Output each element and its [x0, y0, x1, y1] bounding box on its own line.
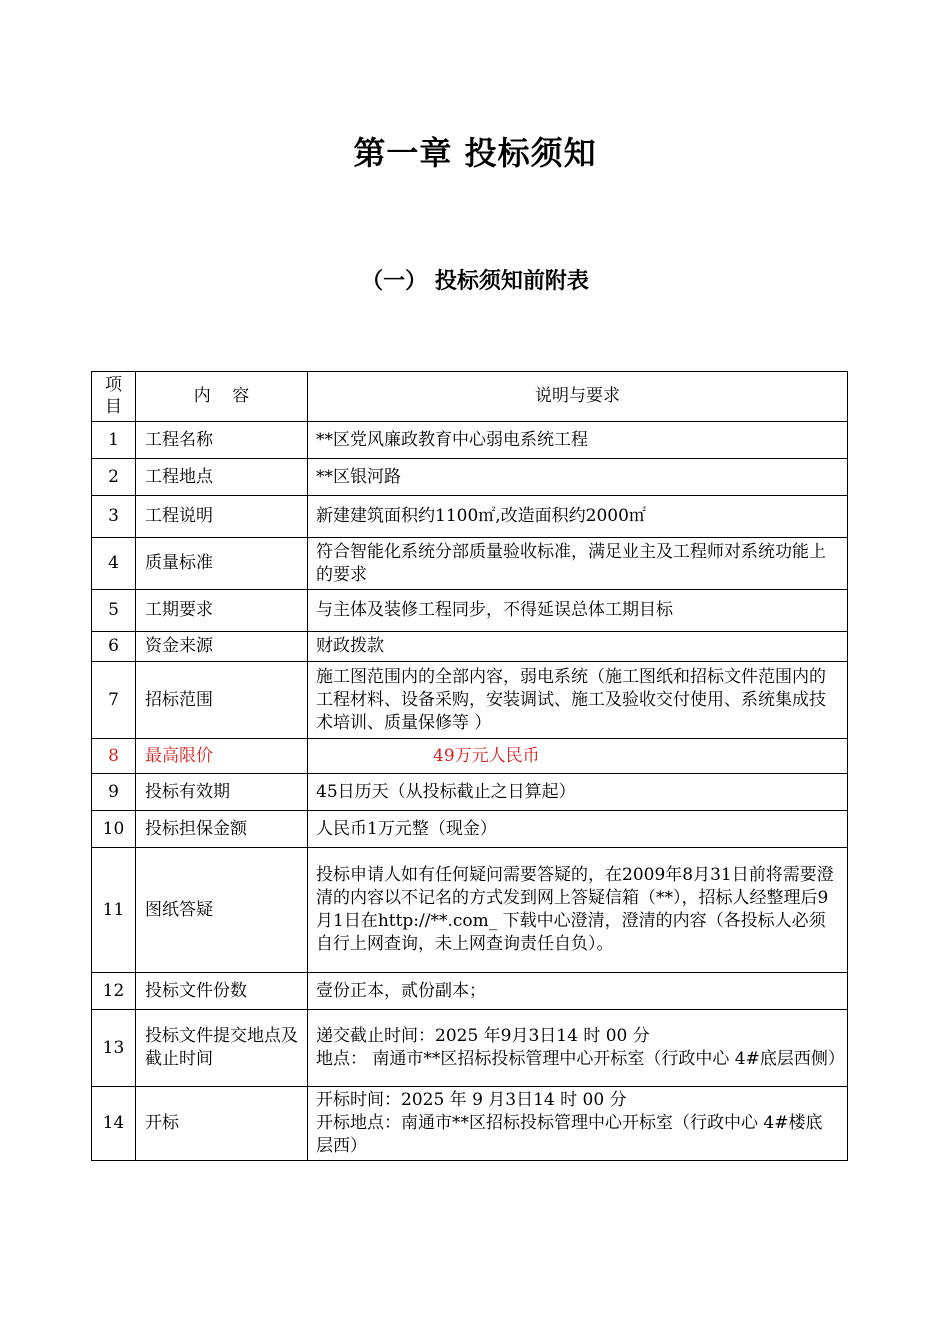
- table-row: [92, 1010, 848, 1087]
- row-desc: 投标申请人如有任何疑问需要答疑的，在2009年8月31日前将需要澄清的内容以不记名的方式发到网上答疑信箱（**），招标人经整理后9月1日在http://**.com_ 下载中心澄清，澄清的内容（各投标人必须自行上网查询，未上网查询责任自负）。: [308, 848, 848, 973]
- table-row: [92, 774, 848, 811]
- row-number: 2: [92, 459, 136, 496]
- row-desc: [308, 1010, 848, 1087]
- row-number: 11: [92, 848, 136, 973]
- header-item: 内 容: [136, 372, 308, 422]
- row-number: 8: [92, 739, 136, 774]
- table-row: [92, 973, 848, 1010]
- row-item: 工程说明: [136, 496, 308, 538]
- table-header-row: [92, 372, 848, 422]
- row-desc: 新建建筑面积约1100㎡,改造面积约2000㎡: [308, 496, 848, 538]
- table-row: [92, 848, 848, 973]
- bid-info-table: [91, 371, 848, 1161]
- chapter-title: 第一章 投标须知: [353, 134, 597, 172]
- row-item: 投标文件提交地点及截止时间: [136, 1010, 308, 1087]
- row-number: 3: [92, 496, 136, 538]
- table-row: [92, 632, 848, 662]
- table-row: [92, 811, 848, 848]
- row-item: 工程名称: [136, 422, 308, 459]
- row-item: 开标: [136, 1087, 308, 1161]
- table-row: [92, 662, 848, 739]
- row-number: 7: [92, 662, 136, 739]
- header-desc: 说明与要求: [308, 372, 848, 422]
- row-desc: 人民币1万元整（现金）: [308, 811, 848, 848]
- row-desc: 符合智能化系统分部质量验收标准，满足业主及工程师对系统功能上的要求: [308, 538, 848, 590]
- row-desc: **区党风廉政教育中心弱电系统工程: [308, 422, 848, 459]
- row-number: 10: [92, 811, 136, 848]
- table-row: [92, 538, 848, 590]
- row-number: 4: [92, 538, 136, 590]
- opening-time: 开标时间：2025 年 9 月3日14 时 00 分: [316, 1090, 627, 1110]
- row-number: 12: [92, 973, 136, 1010]
- table-row: [92, 422, 848, 459]
- row-desc: **区银河路: [308, 459, 848, 496]
- table-row: [92, 459, 848, 496]
- table-row-highlight: [92, 739, 848, 774]
- row-item: 投标担保金额: [136, 811, 308, 848]
- row-item: 图纸答疑: [136, 848, 308, 973]
- row-item: 投标文件份数: [136, 973, 308, 1010]
- row-item: 工程地点: [136, 459, 308, 496]
- table-row: [92, 1087, 848, 1161]
- deadline-time: 递交截止时间：2025 年9月3日14 时 00 分: [316, 1026, 650, 1046]
- row-desc: 与主体及装修工程同步，不得延误总体工期目标: [308, 590, 848, 632]
- row-desc: 施工图范围内的全部内容，弱电系统（施工图纸和招标文件范围内的工程材料、设备采购，安装调试、施工及验收交付使用、系统集成技术培训、质量保修等 ）: [308, 662, 848, 739]
- opening-location: 开标地点：南通市**区招标投标管理中心开标室（行政中心 4#楼底层西）: [316, 1113, 823, 1156]
- table-row: [92, 590, 848, 632]
- row-desc: 49万元人民币: [308, 739, 848, 774]
- row-desc: 壹份正本，贰份副本；: [308, 973, 848, 1010]
- row-item: 最高限价: [136, 739, 308, 774]
- row-item: 质量标准: [136, 538, 308, 590]
- section-title: （一） 投标须知前附表: [361, 269, 589, 294]
- row-item: 招标范围: [136, 662, 308, 739]
- row-desc: 45日历天（从投标截止之日算起）: [308, 774, 848, 811]
- row-item: 投标有效期: [136, 774, 308, 811]
- row-number: 5: [92, 590, 136, 632]
- row-item: 资金来源: [136, 632, 308, 662]
- submit-location: 地点： 南通市**区招标投标管理中心开标室（行政中心 4#底层西侧）: [316, 1049, 845, 1069]
- row-number: 9: [92, 774, 136, 811]
- row-number: 13: [92, 1010, 136, 1087]
- row-number: 14: [92, 1087, 136, 1161]
- table-row: [92, 496, 848, 538]
- row-number: 6: [92, 632, 136, 662]
- row-desc: [308, 1087, 848, 1161]
- header-no: 项 目: [92, 372, 136, 422]
- row-item: 工期要求: [136, 590, 308, 632]
- row-desc: 财政拨款: [308, 632, 848, 662]
- row-number: 1: [92, 422, 136, 459]
